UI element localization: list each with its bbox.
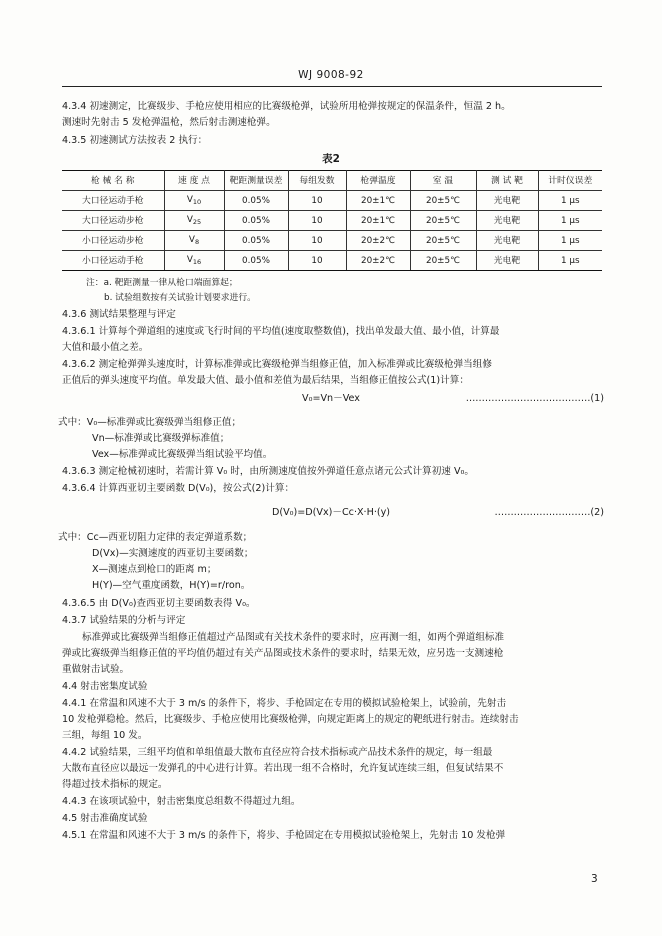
col-header-rounds: 每组发数 — [288, 171, 346, 191]
cell-room-temp: 20±5℃ — [410, 191, 476, 211]
page-number: 3 — [591, 873, 598, 885]
cell-ammo-temp: 20±2℃ — [346, 251, 410, 271]
para-4-3-6-2-line2: 正值后的弹头速度平均值。单发最大值、最小值和差值为最后结果，当组修正值按公式(1)计算： — [62, 375, 469, 386]
cell-rounds: 10 — [288, 211, 346, 231]
formula-2-where-2: D(Vx)—实测速度的西亚切主要函数； — [92, 548, 254, 559]
cell-range-error: 0.05% — [224, 211, 288, 231]
para-4-3-4-line1: 4.3.4 初速测定，比赛级步、手枪应使用相应的比赛级枪弹，试验所用枪弹按规定的保温条件，恒温 2 h。 — [62, 101, 511, 112]
formula-1-where-3: Vex—标准弹或比赛级弹当组试验平均值。 — [92, 449, 273, 460]
para-4-3-5: 4.3.5 初速测试方法按表 2 执行： — [62, 135, 208, 146]
formula-1-where-1: 式中：V₀—标准弹或比赛级弹当组修正值； — [58, 417, 242, 428]
para-4-3-6-1-line1: 4.3.6.1 计算每个弹道组的速度或飞行时间的平均值(速度取整数值)，找出单发最大值、最小值，计算最 — [62, 326, 500, 337]
document-header: WJ 9008-92 — [298, 69, 364, 81]
col-header-ammo-temp: 枪弹温度 — [346, 171, 410, 191]
table-note-b: b. 试验组数按有关试验计划要求进行。 — [104, 293, 256, 303]
col-header-room-temp: 室 温 — [410, 171, 476, 191]
cell-ammo-temp: 20±2℃ — [346, 231, 410, 251]
cell-rounds: 10 — [288, 191, 346, 211]
para-4-4-1-line3: 三组，每组 10 发。 — [62, 730, 148, 741]
para-4-4-2-line3: 得超过技术指标的规定。 — [62, 779, 168, 790]
formula-2-where-4: H(Y)—空气重度函数，H(Y)=r/ron。 — [92, 580, 251, 591]
para-4-4-1-line1: 4.4.1 在常温和风速不大于 3 m/s 的条件下，将步、手枪固定在专用的模拟试验枪架上，试验前，先射击 — [62, 698, 507, 709]
para-4-3-7-line3: 重做射击试验。 — [62, 664, 130, 675]
col-header-weapon: 枪 械 名 称 — [62, 171, 164, 191]
section-4-4: 4.4 射击密集度试验 — [62, 681, 148, 692]
cell-weapon: 小口径运动步枪 — [62, 231, 164, 251]
para-4-3-7-line2: 弹或比赛级弹当组修正值的平均值仍超过有关产品图或技术条件的要求时，结果无效，应另选一支测速枪 — [62, 648, 504, 659]
table-header-row — [62, 171, 602, 191]
cell-target: 光电靶 — [476, 191, 538, 211]
cell-range-error: 0.05% — [224, 191, 288, 211]
cell-range-error: 0.05% — [224, 231, 288, 251]
cell-velocity-point: $V_{25}$ — [164, 211, 224, 231]
cell-room-temp: 20±5℃ — [410, 251, 476, 271]
cell-weapon: 小口径运动手枪 — [62, 251, 164, 271]
table-row — [62, 211, 602, 231]
cell-range-error: 0.05% — [224, 251, 288, 271]
para-4-3-7-line1: 标准弹或比赛级弹当组修正值超过产品图或有关技术条件的要求时，应再测一组，如两个弹道组标准 — [82, 632, 505, 643]
cell-velocity-point: $V_8$ — [164, 231, 224, 251]
cell-timer-error: 1 μs — [538, 251, 602, 271]
para-4-4-1-line2: 10 发枪弹稳枪。然后，比赛级步、手枪应使用比赛级枪弹，向规定距离上的规定的靶纸进行射击。连续射击 — [62, 714, 519, 725]
formula-2-number: …………………………(2) — [494, 507, 604, 518]
section-4-3-7: 4.3.7 试验结果的分析与评定 — [62, 615, 186, 626]
cell-target: 光电靶 — [476, 231, 538, 251]
cell-room-temp: 20±5℃ — [410, 231, 476, 251]
table-note-a: 注：a. 靶距测量一律从枪口端面算起； — [86, 278, 238, 288]
cell-velocity-point: $V_{10}$ — [164, 191, 224, 211]
para-4-3-6-1-line2: 大值和最小值之差。 — [62, 342, 149, 353]
cell-room-temp: 20±5℃ — [410, 211, 476, 231]
cell-rounds: 10 — [288, 231, 346, 251]
para-4-3-6-2-line1: 4.3.6.2 测定枪弹弹头速度时，计算标准弹或比赛级枪弹当组修正值，加入标准弹或比赛级枪弹当组修 — [62, 359, 492, 370]
table-row — [62, 191, 602, 211]
para-4-3-6-5: 4.3.6.5 由 D(V₀)查西亚切主要函数表得 V₀。 — [62, 598, 256, 609]
formula-1: V₀=Vn－Vex — [302, 393, 360, 404]
cell-ammo-temp: 20±1℃ — [346, 211, 410, 231]
header-rule — [62, 86, 602, 87]
col-header-velocity-point: 速 度 点 — [164, 171, 224, 191]
col-header-timer-error: 计时仪误差 — [538, 171, 602, 191]
para-4-4-2-line1: 4.4.2 试验结果，三组平均值和单组值最大散布直径应符合技术指标或产品技术条件的规定，每一组最 — [62, 747, 493, 758]
col-header-range-error: 靶距测量误差 — [224, 171, 288, 191]
formula-1-where-2: Vn—标准弹或比赛级弹标准值； — [92, 433, 230, 444]
formula-2-where-1: 式中：Cc—西亚切阻力定律的表定弹道系数； — [58, 532, 253, 543]
section-4-5: 4.5 射击准确度试验 — [62, 813, 148, 824]
cell-timer-error: 1 μs — [538, 231, 602, 251]
section-4-3-6: 4.3.6 测试结果整理与评定 — [62, 309, 176, 320]
formula-1-number: …………………………………(1) — [465, 393, 604, 404]
para-4-5-1: 4.5.1 在常温和风速不大于 3 m/s 的条件下，将步、手枪固定在专用模拟试验枪架上，先射击 10 发枪弹 — [62, 830, 506, 841]
para-4-3-6-4: 4.3.6.4 计算西亚切主要函数 D(V₀)，按公式(2)计算： — [62, 483, 295, 494]
formula-2: D(V₀)=D(Vx)－Cc·X·H·(y) — [271, 507, 391, 518]
para-4-3-6-3: 4.3.6.3 测定枪械初速时，若需计算 V₀ 时，由所测速度值按外弹道任意点诸元公式计算初速 V₀。 — [62, 466, 474, 477]
cell-ammo-temp: 20±1℃ — [346, 191, 410, 211]
table-row — [62, 231, 602, 251]
table-caption: 表2 — [322, 153, 340, 165]
cell-weapon: 大口径运动手枪 — [62, 191, 164, 211]
cell-rounds: 10 — [288, 251, 346, 271]
para-4-3-4-line2: 测速时先射击 5 发枪弹温枪，然后射击测速枪弹。 — [62, 117, 276, 128]
table-row — [62, 251, 602, 271]
cell-target: 光电靶 — [476, 251, 538, 271]
cell-target: 光电靶 — [476, 211, 538, 231]
formula-2-where-3: X—测速点到枪口的距离 m； — [92, 564, 217, 575]
velocity-test-table — [62, 170, 602, 271]
col-header-target: 测 试 靶 — [476, 171, 538, 191]
cell-timer-error: 1 μs — [538, 211, 602, 231]
para-4-4-3: 4.4.3 在该项试验中，射击密集度总组数不得超过九组。 — [62, 796, 301, 807]
para-4-4-2-line2: 大散布直径应以最远一发弹孔的中心进行计算。若出现一组不合格时，允许复试连续三组，但复试结果不 — [62, 763, 504, 774]
cell-weapon: 大口径运动步枪 — [62, 211, 164, 231]
cell-velocity-point: $V_{16}$ — [164, 251, 224, 271]
cell-timer-error: 1 μs — [538, 191, 602, 211]
